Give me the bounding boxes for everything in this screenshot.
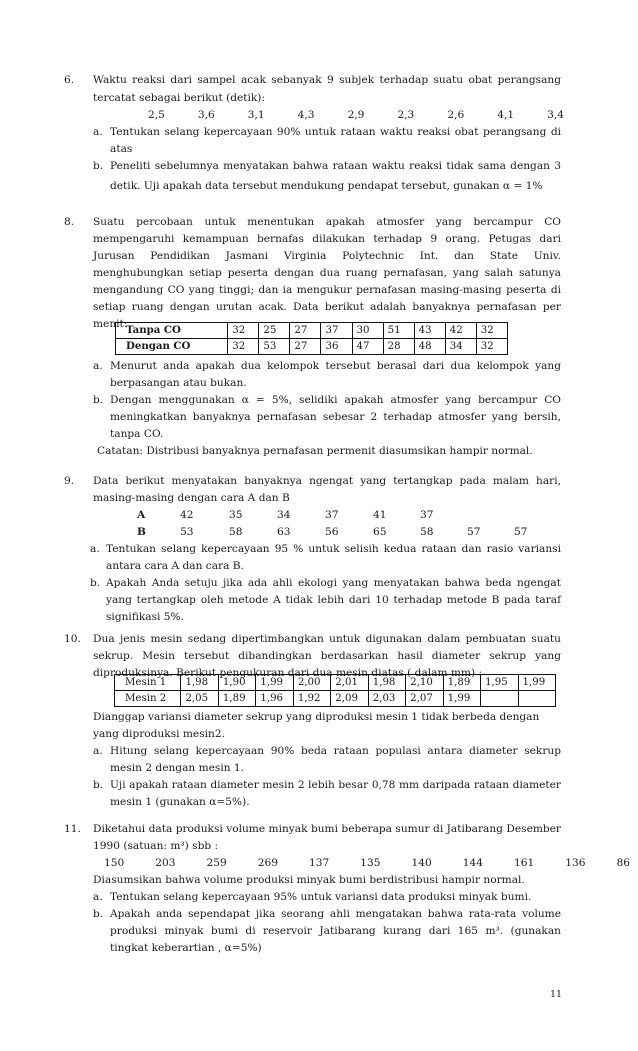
table-cell: 32 <box>476 339 507 355</box>
q10-after-line-1: Dianggap variansi diameter sekrup yang diproduksi mesin 1 tidak berbeda dengan <box>93 711 540 723</box>
q11-value: 136 <box>565 857 586 869</box>
q6-value: 2,9 <box>347 109 365 121</box>
q8b-line-3: tanpa CO. <box>110 428 164 440</box>
table-cell: 53 <box>259 339 290 355</box>
q11-data-values <box>104 857 630 870</box>
table-cell: 32 <box>476 323 507 339</box>
q10a-line-1: Hitung selang kepercayaan 90% beda rataan populasi antara diameter sekrup <box>110 745 561 757</box>
q9-row-a-value: 42 <box>180 509 194 521</box>
q6a-label: a. <box>93 126 103 138</box>
table-cell: 51 <box>383 323 414 339</box>
q6-value: 4,3 <box>297 109 315 121</box>
table-cell: 2,09 <box>331 691 368 707</box>
q8a-line-2: berpasangan atau bukan. <box>110 377 247 389</box>
table-cell: 25 <box>259 323 290 339</box>
q11a-label: a. <box>93 891 103 903</box>
q10-text-line-3: diproduksinya. Berikut pengukuran dari dua mesin diatas ( dalam mm) : <box>93 667 483 679</box>
q6b-label: b. <box>93 160 104 172</box>
q11b-line-3: tingkat keberartian , α=5%) <box>110 942 262 954</box>
q9-row-b-value: 58 <box>420 526 434 538</box>
q9b-line-1: Apakah Anda setuju jika ada ahli ekologi yang menyatakan bahwa beda ngengat <box>106 577 561 589</box>
table-cell: 1,90 <box>218 675 255 691</box>
q8-text-line-5: mengandung CO yang tinggi; dan ia mengukur pernafasan masing-masing peserta di <box>93 284 561 296</box>
q9a-line-1: Tentukan selang kepercayaan 95 % untuk selisih kedua rataan dan rasio variansi <box>106 543 561 555</box>
q6-number: 6. <box>64 74 75 86</box>
q8-note: Catatan: Distribusi banyaknya pernafasan permenit diasumsikan hampir normal. <box>97 445 533 457</box>
table-row <box>115 691 556 707</box>
table-cell: 43 <box>414 323 445 339</box>
table-cell: 2,00 <box>293 675 330 691</box>
table-row <box>116 323 508 339</box>
q10-after-line-2: yang diproduksi mesin2. <box>93 728 225 740</box>
q8-text-line-6: setiap ruang dengan urutan acak. Data berikut adalah banyaknya pernafasan per <box>93 301 561 313</box>
page-number: 11 <box>550 989 563 1000</box>
q9-row-b-value: 53 <box>180 526 194 538</box>
q11-value: 203 <box>155 857 176 869</box>
q9-row-a-value: 41 <box>373 509 387 521</box>
table-cell: 2,03 <box>368 691 405 707</box>
table-cell: 28 <box>383 339 414 355</box>
q6-text-line-2: tercatat sebagai berikut (detik): <box>93 92 266 104</box>
q11-value: 259 <box>206 857 227 869</box>
q11-value: 269 <box>257 857 278 869</box>
q11-value: 135 <box>360 857 381 869</box>
q8-text-line-7: menit: <box>93 318 128 330</box>
table-row-label: Mesin 1 <box>115 675 181 691</box>
q10b-line-1: Uji apakah rataan diameter mesin 2 lebih besar 0,78 mm daripada rataan diameter <box>110 779 561 791</box>
table-row-label: Tanpa CO <box>116 323 228 339</box>
q8a-line-1: Menurut anda apakah dua kelompok tersebut berasal dari dua kelompok yang <box>110 360 561 372</box>
q9b-label: b. <box>90 577 101 589</box>
q9-text-line-2: masing-masing dengan cara A dan B <box>93 492 290 504</box>
q11-value: 137 <box>309 857 330 869</box>
table-cell: 1,95 <box>481 675 518 691</box>
table-cell: 2,01 <box>331 675 368 691</box>
q6-text-line-1: Waktu reaksi dari sampel acak sebanyak 9 subjek terhadap suatu obat perangsang <box>93 74 561 86</box>
q9a-label: a. <box>90 543 100 555</box>
q6-value: 3,1 <box>247 109 265 121</box>
q9-row-a-label: A <box>137 509 146 521</box>
q6-value: 2,5 <box>148 109 165 121</box>
table-cell: 1,99 <box>256 675 293 691</box>
q9-text-line-1: Data berikut menyatakan banyaknya ngengat yang tertangkap pada malam hari, <box>93 475 561 487</box>
q9-row-b-value: 57 <box>467 526 481 538</box>
q6-value: 4,1 <box>497 109 515 121</box>
q11-value: 86 <box>616 857 630 869</box>
q11b-label: b. <box>93 908 104 920</box>
q8-breathing-table <box>115 322 508 355</box>
q8-number: 8. <box>64 216 75 228</box>
table-cell: 48 <box>414 339 445 355</box>
table-cell: 1,99 <box>518 675 555 691</box>
q9-row-b-label: B <box>137 526 146 538</box>
q9-row-b-value: 65 <box>373 526 387 538</box>
q6-value: 2,3 <box>397 109 415 121</box>
q8b-label: b. <box>93 394 104 406</box>
table-row-label: Mesin 2 <box>115 691 181 707</box>
q11a-line-1: Tentukan selang kepercayaan 95% untuk variansi data produksi minyak bumi. <box>110 891 532 903</box>
q9-row-a-value: 34 <box>277 509 291 521</box>
q10-diameter-table <box>114 674 556 707</box>
table-cell: 1,99 <box>443 691 480 707</box>
table-cell: 2,07 <box>406 691 443 707</box>
q6-data-values <box>148 109 564 122</box>
table-cell <box>518 691 555 707</box>
q9-row-b-value: 56 <box>325 526 339 538</box>
q8-text-line-2: mempengaruhi kemampuan bernafas dilakukan terhadap 9 orang. Petugas dari <box>93 233 561 245</box>
q11b-line-1: Apakah anda sependapat jika seorang ahli mengatakan bahwa rata-rata volume <box>110 908 561 920</box>
q11-text-line-2: 1990 (satuan: m³) sbb : <box>93 840 219 852</box>
q10-text-line-2: sekrup. Mesin tersebut dibandingkan berdasarkan hasil diameter sekrup yang <box>93 650 561 662</box>
table-cell: 1,89 <box>218 691 255 707</box>
table-cell: 1,89 <box>443 675 480 691</box>
q9-row-b-value: 57 <box>514 526 528 538</box>
q8-text-line-1: Suatu percobaan untuk menentukan apakah atmosfer yang bercampur CO <box>93 216 561 228</box>
table-cell: 27 <box>290 339 321 355</box>
q6a-line-1: Tentukan selang kepercayaan 90% untuk rataan waktu reaksi obat perangsang di <box>110 126 561 138</box>
q10b-label: b. <box>93 779 104 791</box>
table-cell: 1,96 <box>256 691 293 707</box>
table-cell: 2,05 <box>181 691 218 707</box>
q11b-line-2: produksi minyak bumi di reservoir Jatibarang kurang dari 165 m³. (gunakan <box>110 925 561 937</box>
q9-row-b-value: 63 <box>277 526 291 538</box>
q9-row-b-value: 58 <box>229 526 243 538</box>
table-cell: 32 <box>228 339 259 355</box>
q10b-line-2: mesin 1 (gunakan α=5%). <box>110 796 250 808</box>
q9-row-a-value: 37 <box>325 509 339 521</box>
table-cell: 1,92 <box>293 691 330 707</box>
q10a-label: a. <box>93 745 103 757</box>
q9-row-a-value: 37 <box>420 509 434 521</box>
table-cell: 1,98 <box>368 675 405 691</box>
q10-text-line-1: Dua jenis mesin sedang dipertimbangkan untuk digunakan dalam pembuatan suatu <box>93 633 561 645</box>
table-cell <box>481 691 518 707</box>
q6-value: 3,4 <box>547 109 564 121</box>
q11-value: 144 <box>462 857 483 869</box>
q8b-line-2: meningkatkan banyaknya pernafasan sebesar 2 terhadap atmosfer yang bersih, <box>110 411 561 423</box>
q11-value: 140 <box>411 857 432 869</box>
q9-row-a-value: 35 <box>229 509 243 521</box>
q9b-line-2: yang tertangkap oleh metode A tidak lebih dari 10 terhadap metode B pada taraf <box>106 594 561 606</box>
q6a-line-2: atas <box>110 143 133 155</box>
q10a-line-2: mesin 2 dengan mesin 1. <box>110 762 245 774</box>
q11-value: 150 <box>104 857 125 869</box>
q8-text-line-4: menghubungkan setiap peserta dengan dua ruang pernafasan, yang salah satunya <box>93 267 561 279</box>
q9a-line-2: antara cara A dan cara B. <box>106 560 244 572</box>
q11-after: Diasumsikan bahwa volume produksi minyak bumi berdistribusi hampir normal. <box>93 874 525 886</box>
table-cell: 1,98 <box>181 675 218 691</box>
q11-text-line-1: Diketahui data produksi volume minyak bumi beberapa sumur di Jatibarang Desember <box>93 823 561 835</box>
table-cell: 32 <box>228 323 259 339</box>
q8-text-line-3: Jurusan Pendidikan Jasmani Virginia Polytechnic Int. dan State Univ. <box>93 250 561 262</box>
q6-value: 3,6 <box>197 109 215 121</box>
table-cell: 42 <box>445 323 476 339</box>
q11-number: 11. <box>64 823 81 835</box>
table-cell: 27 <box>290 323 321 339</box>
table-row-label: Dengan CO <box>116 339 228 355</box>
q6b-line-2: detik. Uji apakah data tersebut mendukung pendapat tersebut, gunakan α = 1% <box>110 180 543 192</box>
q9b-line-3: signifikasi 5%. <box>106 611 184 623</box>
q6b-line-1: Peneliti sebelumnya menyatakan bahwa rataan waktu reaksi tidak sama dengan 3 <box>110 160 561 172</box>
table-cell: 30 <box>352 323 383 339</box>
q10-number: 10. <box>64 633 81 645</box>
q8b-line-1: Dengan menggunakan α = 5%, selidiki apakah atmosfer yang bercampur CO <box>110 394 561 406</box>
table-cell: 47 <box>352 339 383 355</box>
table-cell: 34 <box>445 339 476 355</box>
q8a-label: a. <box>93 360 103 372</box>
q6-value: 2,6 <box>447 109 465 121</box>
table-cell: 36 <box>321 339 352 355</box>
q9-number: 9. <box>64 475 75 487</box>
table-cell: 37 <box>321 323 352 339</box>
q11-value: 161 <box>514 857 535 869</box>
table-row <box>115 675 556 691</box>
table-cell: 2,10 <box>406 675 443 691</box>
table-row <box>116 339 508 355</box>
